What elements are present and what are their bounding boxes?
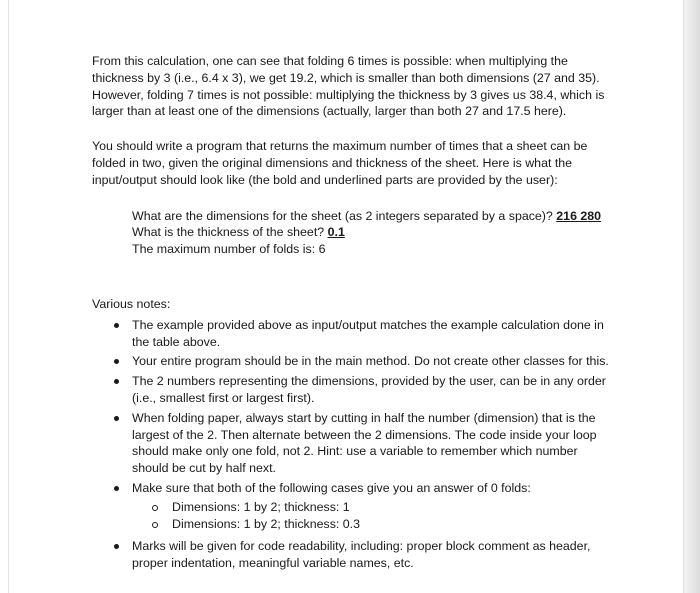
note-item: The example provided above as input/output matches the example calculation done in the table above. <box>92 317 612 351</box>
note-item: The 2 numbers representing the dimensions, provided by the user, can be in any order (i.e., smallest first or largest first). <box>92 373 612 407</box>
io-result: The maximum number of folds is: 6 <box>132 242 326 257</box>
paragraph-fold-calculation: From this calculation, one can see that folding 6 times is possible: when multiplying the thickness by 3 (i.e., 6.4 x 3), we get 19.2, which is smaller than both dimensions (27 and 35). However, folding 7 times is not possible: multiplying the thickness by 3 gives us 38.4, which is larger than at least one of the dimensions (actually, larger than both 27 and 17.5 here). <box>92 54 605 119</box>
io-input-thickness: 0.1 <box>327 225 345 240</box>
sub-item: Dimensions: 1 by 2; thickness: 1 <box>132 499 612 516</box>
note-item: Your entire program should be in the main method. Do not create other classes for this. <box>92 353 612 370</box>
io-input-dimensions: 216 280 <box>556 208 602 223</box>
io-line-thickness <box>132 224 612 241</box>
note-item <box>92 480 612 532</box>
notes-heading: Various notes: <box>92 296 171 311</box>
zero-fold-cases-list <box>132 499 612 533</box>
io-prompt-thickness: What is the thickness of the sheet? <box>132 225 328 240</box>
paragraph-task-description: You should write a program that returns the maximum number of times that a sheet can be folded in two, given the original dimensions and thickness of the sheet. Here is what the input/output should look like (the bold and underlined parts are provided by the user): <box>92 139 588 187</box>
io-prompt-dimensions: What are the dimensions for the sheet (as 2 integers separated by a space)? <box>132 208 557 223</box>
io-example <box>132 208 612 258</box>
document-content <box>92 53 612 575</box>
sub-item: Dimensions: 1 by 2; thickness: 0.3 <box>132 516 612 533</box>
io-line-dimensions <box>132 208 612 225</box>
note-item: Marks will be given for code readability, including: proper block comment as header, proper indentation, meaningful variable names, etc. <box>92 538 612 572</box>
note-item-text: Make sure that both of the following cases give you an answer of 0 folds: <box>132 480 531 495</box>
page-edge <box>684 0 700 593</box>
notes-list <box>92 317 612 572</box>
note-item: When folding paper, always start by cutting in half the number (dimension) that is the largest of the 2. Then alternate between the 2 dimensions. The code inside your loop should make only one fold, not 2. Hint: use a variable to remember which number should be cut by half next. <box>92 410 612 477</box>
